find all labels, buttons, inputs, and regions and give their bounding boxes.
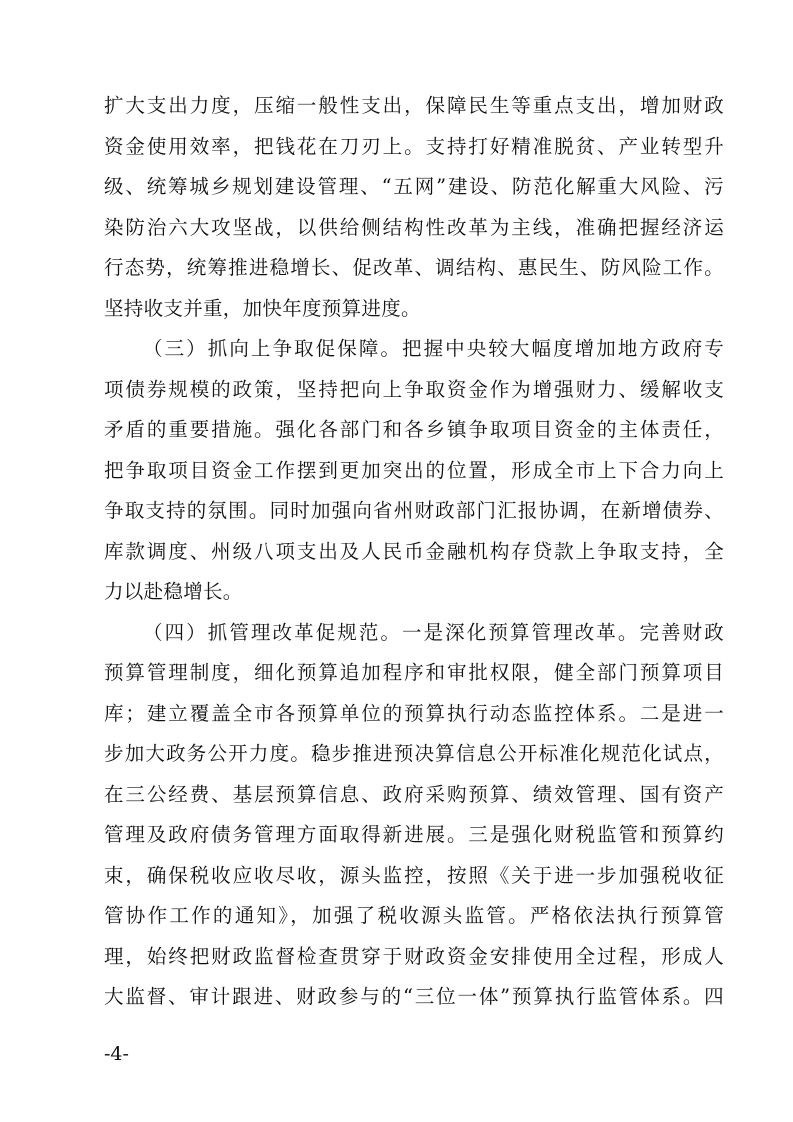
text-line: 力以赴稳增长。 bbox=[104, 580, 243, 603]
section-heading-line: （三）抓向上争取促保障。把握中央较大幅度增加地方政府专 bbox=[143, 337, 724, 360]
text-line: 把争取项目资金工作摆到更加突出的位置，形成全市上下合力向上 bbox=[104, 458, 724, 482]
text-line: 项债券规模的政策，坚持把向上争取资金作为增强财力、缓解收支 bbox=[104, 377, 724, 401]
text-line: 坚持收支并重，加快年度预算进度。 bbox=[104, 296, 421, 320]
text-line: 争取支持的氛围。同时加强向省州财政部门汇报协调，在新增债券、 bbox=[104, 499, 724, 522]
text-line: 预算管理制度，细化预算追加程序和审批权限，健全部门预算项目 bbox=[104, 661, 724, 684]
text-line: 级、统筹城乡规划建设管理、“五网”建设、防范化解重大风险、污 bbox=[104, 175, 724, 198]
text-line: 扩大支出力度，压缩一般性支出，保障民生等重点支出，增加财政 bbox=[104, 94, 724, 117]
text-line: 理，始终把财政监督检查贯穿于财政资金安排使用全过程，形成人 bbox=[104, 944, 724, 968]
text-line: 大监督、审计跟进、财政参与的“三位一体”预算执行监管体系。四 bbox=[104, 985, 724, 1008]
page-number: -4- bbox=[104, 1043, 129, 1065]
text-line: 库；建立覆盖全市各预算单位的预算执行动态监控体系。二是进一 bbox=[104, 701, 724, 725]
text-line: 步加大政务公开力度。稳步推进预决算信息公开标准化规范化试点， bbox=[104, 742, 724, 765]
text-line: 管理及政府债务管理方面取得新进展。三是强化财税监管和预算约 bbox=[104, 823, 724, 846]
text-line: 束，确保税收应收尽收，源头监控，按照《关于进一步加强税收征 bbox=[104, 863, 724, 887]
body-text bbox=[104, 86, 724, 1018]
text-line: 行态势，统筹推进稳增长、促改革、调结构、惠民生、防风险工作。 bbox=[104, 256, 724, 279]
text-line: 在三公经费、基层预算信息、政府采购预算、绩效管理、国有资产 bbox=[104, 782, 724, 806]
text-line: 管协作工作的通知》，加强了税收源头监管。严格依法执行预算管 bbox=[104, 904, 724, 927]
text-line: 染防治六大攻坚战，以供给侧结构性改革为主线，准确把握经济运 bbox=[104, 215, 724, 239]
text-line: 矛盾的重要措施。强化各部门和各乡镇争取项目资金的主体责任， bbox=[104, 418, 724, 441]
text-line: 资金使用效率，把钱花在刀刃上。支持打好精准脱贫、产业转型升 bbox=[104, 134, 724, 158]
section-heading-line: （四）抓管理改革促规范。一是深化预算管理改革。完善财政 bbox=[143, 620, 724, 644]
text-line: 库款调度、州级八项支出及人民币金融机构存贷款上争取支持，全 bbox=[104, 539, 724, 563]
